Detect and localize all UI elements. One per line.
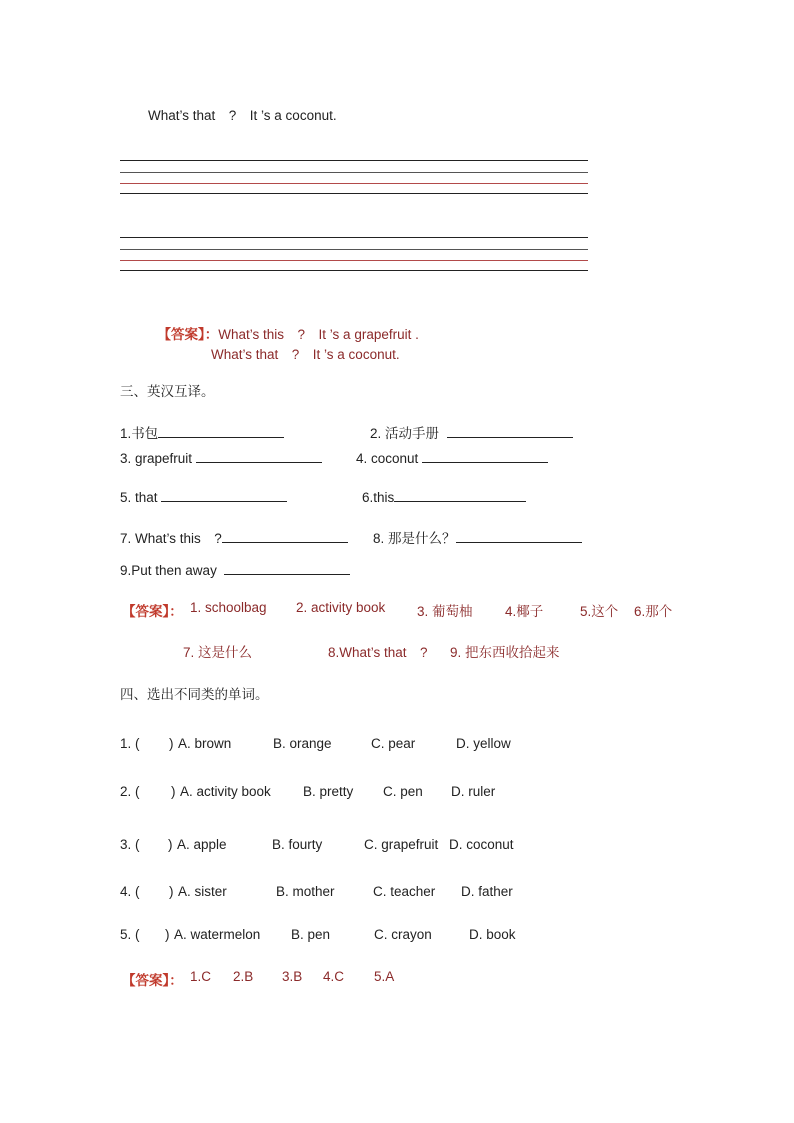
question-number: 2. ( [120, 784, 140, 799]
answer-item: 4.C [323, 969, 345, 984]
answer-item: 8.What’s that ? [328, 645, 428, 660]
answer-item: 2.B [233, 969, 254, 984]
answer-block-1 [150, 308, 419, 343]
answer-item: 1.C [190, 969, 212, 984]
translate-item: 3. grapefruit [120, 450, 322, 466]
answer-line: What’s that ? It ’s a coconut. [211, 347, 400, 362]
answer-tag: 【答案】： [157, 327, 219, 342]
option-b: B. mother [276, 884, 335, 899]
option-b: B. pretty [303, 784, 354, 799]
answer-item: 7. 这是什么 [183, 645, 253, 660]
option-c: C. pen [383, 784, 423, 799]
section-heading: 三、英汉互译。 [120, 384, 215, 399]
option-c: C. grapefruit [364, 837, 439, 852]
question-number: 3. ( [120, 837, 140, 852]
option-d: D. father [461, 884, 513, 899]
question-number: 4. ( [120, 884, 140, 899]
answer-item: 9. 把东西收拾起来 [450, 645, 560, 660]
option-a: A. activity book [180, 784, 271, 799]
writing-line [120, 160, 588, 161]
answer-item: 4.椰子 [505, 604, 544, 619]
option-d: D. coconut [449, 837, 514, 852]
translate-item: 1.书包 [120, 422, 284, 442]
answer-paren[interactable]: ) [168, 837, 173, 852]
option-a: A. brown [178, 736, 232, 751]
option-b: B. orange [273, 736, 332, 751]
writing-line [120, 172, 588, 173]
translate-item: 6.this [362, 489, 526, 505]
writing-line [120, 237, 588, 238]
option-b: B. fourty [272, 837, 323, 852]
answer-item: 5.A [374, 969, 395, 984]
answer-item: 1. schoolbag [190, 600, 267, 615]
option-c: C. pear [371, 736, 416, 751]
option-c: C. teacher [373, 884, 436, 899]
section-heading: 四、选出不同类的单词。 [120, 687, 269, 702]
translate-item: 8. 那是什么？ [373, 527, 582, 547]
writing-line [120, 270, 588, 271]
translate-item: 9.Put then away [120, 562, 350, 578]
question-number: 5. ( [120, 927, 140, 942]
translate-item: 2. 活动手册 [370, 422, 573, 442]
answer-line: What’s this ? It ’s a grapefruit . [218, 327, 419, 342]
answer-tag: 【答案】： [122, 973, 183, 988]
answer-paren[interactable]: ) [169, 884, 174, 899]
option-d: D. ruler [451, 784, 496, 799]
answer-paren[interactable]: ) [169, 736, 174, 751]
translate-item: 5. that [120, 489, 287, 505]
option-d: D. book [469, 927, 516, 942]
answer-paren[interactable]: ) [165, 927, 170, 942]
option-a: A. apple [177, 837, 227, 852]
writing-line [120, 193, 588, 194]
option-b: B. pen [291, 927, 331, 942]
example-sentence: What’s that ? It ’s a coconut. [148, 108, 337, 123]
translate-item: 4. coconut [356, 450, 548, 466]
option-c: C. crayon [374, 927, 432, 942]
option-a: A. sister [178, 884, 227, 899]
answer-item: 5.这个 [580, 604, 619, 619]
question-number: 1. ( [120, 736, 140, 751]
answer-item: 2. activity book [296, 600, 386, 615]
writing-line [120, 249, 588, 250]
translate-item: 7. What’s this ? [120, 527, 348, 547]
writing-line [120, 183, 588, 184]
option-a: A. watermelon [174, 927, 261, 942]
answer-item: 3. 葡萄柚 [417, 604, 473, 619]
answer-tag: 【答案】： [122, 604, 183, 619]
option-d: D. yellow [456, 736, 511, 751]
answer-item: 3.B [282, 969, 303, 984]
answer-paren[interactable]: ) [171, 784, 176, 799]
writing-line [120, 260, 588, 261]
answer-item: 6.那个 [634, 604, 673, 619]
